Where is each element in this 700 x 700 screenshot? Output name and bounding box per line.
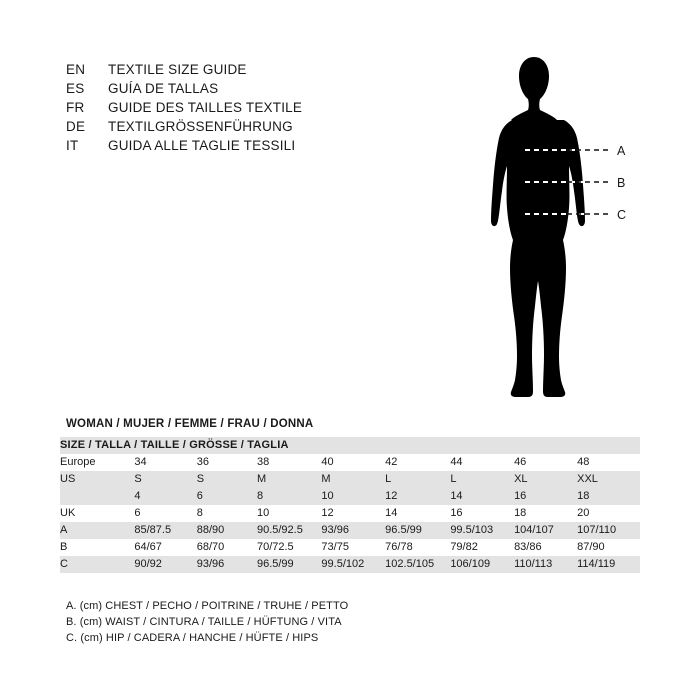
table-cell: 107/110 [577,522,640,539]
table-cell: 99.5/103 [450,522,514,539]
table-row [60,488,640,505]
table-cell: 96.5/99 [385,522,450,539]
table-cell: 12 [321,505,385,522]
table-cell: L [385,471,450,488]
table-cell: 106/109 [450,556,514,573]
table-cell: 38 [257,454,321,471]
title-row [66,119,466,138]
size-guide-titles [66,62,466,157]
table-cell: 16 [450,505,514,522]
title-text: TEXTILE SIZE GUIDE [108,62,247,77]
table-cell: S [134,471,196,488]
table-cell: 48 [577,454,640,471]
table-row [60,539,640,556]
table-cell: 4 [134,488,196,505]
row-label: US [60,471,134,488]
table-row [60,556,640,573]
row-label: UK [60,505,134,522]
silhouette-body-icon [491,57,585,397]
title-text: GUÍA DE TALLAS [108,81,219,96]
table-cell: 16 [514,488,577,505]
table-cell: 70/72.5 [257,539,321,556]
table-cell: L [450,471,514,488]
table-cell: 6 [197,488,257,505]
size-header-cell: SIZE / TALLA / TAILLE / GRÖSSE / TAGLIA [60,437,640,454]
table-cell: 44 [450,454,514,471]
legend-line-b: B. (cm) WAIST / CINTURA / TAILLE / HÜFTUNG / VITA [66,616,342,628]
table-cell: 10 [321,488,385,505]
table-cell: 8 [257,488,321,505]
table-cell: 110/113 [514,556,577,573]
table-cell: 6 [134,505,196,522]
table-cell: 93/96 [321,522,385,539]
table-cell: 87/90 [577,539,640,556]
row-label: B [60,539,134,556]
table-cell: 64/67 [134,539,196,556]
table-cell: 79/82 [450,539,514,556]
table-cell: 18 [514,505,577,522]
title-text: TEXTILGRÖSSENFÜHRUNG [108,119,293,134]
title-text: GUIDE DES TAILLES TEXTILE [108,100,303,115]
table-cell: 88/90 [197,522,257,539]
table-cell: 114/119 [577,556,640,573]
table-cell: M [257,471,321,488]
table-cell: 12 [385,488,450,505]
measurement-legend [66,598,348,646]
table-cell: XL [514,471,577,488]
measurement-label-c: C [617,208,627,222]
table-cell: S [197,471,257,488]
measurement-label-a: A [617,144,626,158]
row-label [60,488,134,505]
title-language-code: FR [66,100,85,115]
table-cell: 104/107 [514,522,577,539]
table-cell: 8 [197,505,257,522]
table-row [60,454,640,471]
table-cell: 10 [257,505,321,522]
measurement-label-b: B [617,176,626,190]
silhouette-svg [455,45,655,435]
table-cell: 42 [385,454,450,471]
table-cell: 68/70 [197,539,257,556]
title-language-code: IT [66,138,79,153]
table-cell: 34 [134,454,196,471]
table-cell: XXL [577,471,640,488]
title-text: GUIDA ALLE TAGLIE TESSILI [108,138,296,153]
title-row [66,62,466,81]
woman-silhouette-figure [455,45,655,435]
table-cell: 36 [197,454,257,471]
table-cell: 40 [321,454,385,471]
table-cell: 96.5/99 [257,556,321,573]
title-language-code: ES [66,81,85,96]
table-cell: 83/86 [514,539,577,556]
table-cell: 90/92 [134,556,196,573]
table-cell: M [321,471,385,488]
legend-line-c: C. (cm) HIP / CADERA / HANCHE / HÜFTE / HIPS [66,632,319,644]
table-group-header: WOMAN / MUJER / FEMME / FRAU / DONNA [66,418,314,430]
title-row [66,100,466,119]
table-cell: 90.5/92.5 [257,522,321,539]
table-cell: 46 [514,454,577,471]
table-cell: 93/96 [197,556,257,573]
title-row [66,81,466,100]
row-label: A [60,522,134,539]
table-cell: 99.5/102 [321,556,385,573]
table-row [60,505,640,522]
table-row [60,522,640,539]
table-cell: 102.5/105 [385,556,450,573]
table-cell: 73/75 [321,539,385,556]
table-cell: 20 [577,505,640,522]
title-language-code: DE [66,119,86,134]
table-cell: 18 [577,488,640,505]
table-cell: 76/78 [385,539,450,556]
legend-line-a: A. (cm) CHEST / PECHO / POITRINE / TRUHE / PETTO [66,600,349,612]
title-row [66,138,466,157]
table-cell: 14 [385,505,450,522]
table-cell: 14 [450,488,514,505]
title-language-code: EN [66,62,86,77]
table-row [60,471,640,488]
row-label: C [60,556,134,573]
size-table [60,437,640,573]
table-cell: 85/87.5 [134,522,196,539]
table-header-row [60,437,640,454]
row-label: Europe [60,454,134,471]
